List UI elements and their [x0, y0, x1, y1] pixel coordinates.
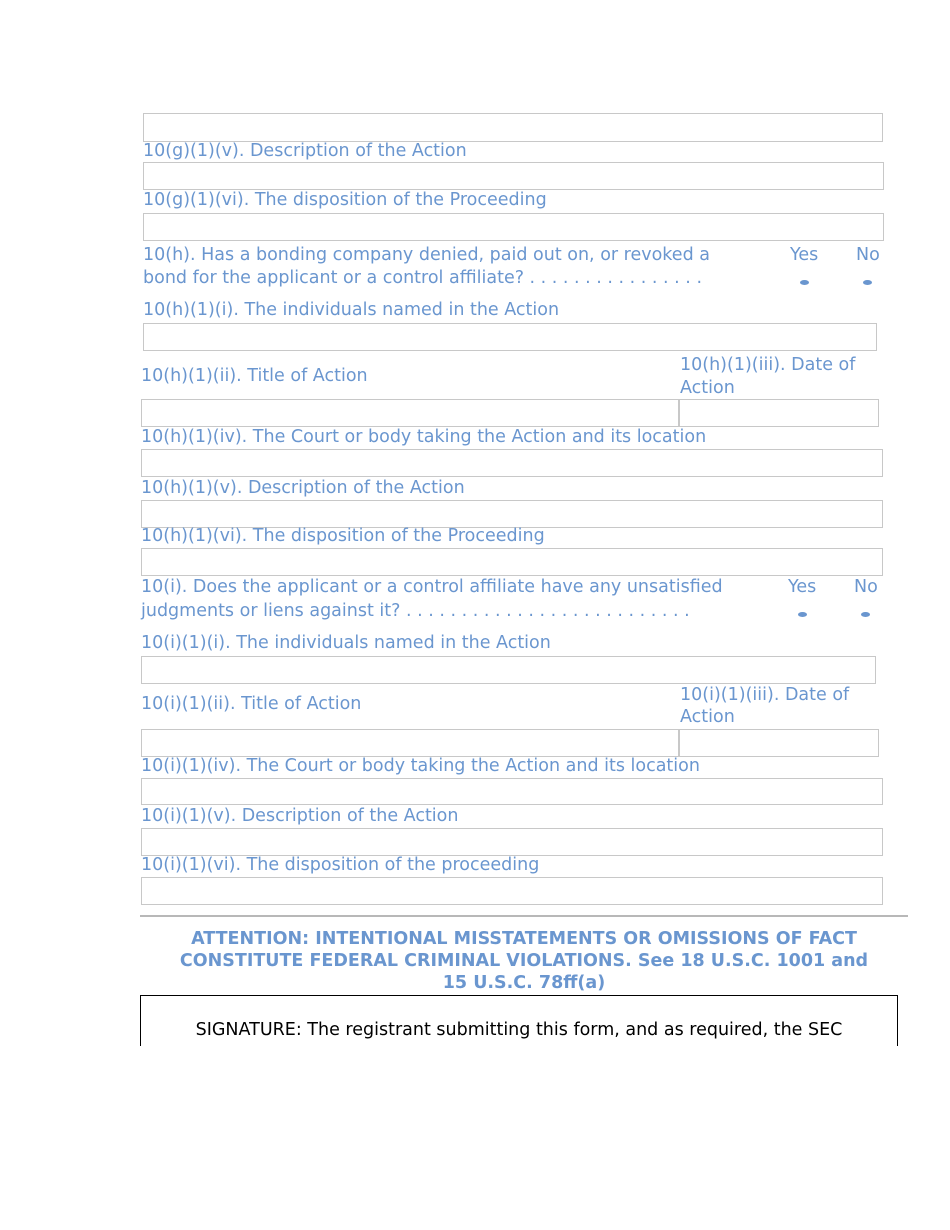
g-iv-field[interactable]	[143, 113, 883, 142]
i-no-radio[interactable]	[861, 612, 870, 617]
h-ii-label: 10(h)(1)(ii). Title of Action	[141, 366, 368, 386]
i-iii-label-line1: 10(i)(1)(iii). Date of	[680, 685, 850, 705]
h-ii-field[interactable]	[141, 399, 679, 427]
h-no-label: No	[856, 245, 880, 265]
i-i-field[interactable]	[141, 656, 876, 684]
h-iv-field[interactable]	[141, 449, 883, 477]
attention-line1: ATTENTION: INTENTIONAL MISSTATEMENTS OR OMISSIONS OF FACT	[191, 929, 857, 949]
h-i-field[interactable]	[143, 323, 877, 351]
h-vi-field[interactable]	[141, 548, 883, 576]
attention-line2: CONSTITUTE FEDERAL CRIMINAL VIOLATIONS. See 18 U.S.C. 1001 and	[179, 951, 869, 971]
h-yes-radio[interactable]	[800, 280, 809, 285]
i-v-label: 10(i)(1)(v). Description of the Action	[141, 806, 459, 826]
i-no-label: No	[854, 577, 878, 597]
i-vi-label: 10(i)(1)(vi). The disposition of the proceeding	[141, 855, 540, 875]
h-question-line2: bond for the applicant or a control affiliate? . . . . . . . . . . . . . . . .	[143, 268, 703, 288]
h-iii-label-line2: Action	[680, 378, 735, 398]
h-yes-label: Yes	[790, 245, 819, 265]
h-iii-field[interactable]	[679, 399, 879, 427]
h-no-radio[interactable]	[863, 280, 872, 285]
i-iv-field[interactable]	[141, 778, 883, 805]
h-iii-label-line1: 10(h)(1)(iii). Date of	[680, 355, 856, 375]
g-v-label: 10(g)(1)(v). Description of the Action	[143, 141, 467, 161]
i-question-line2: judgments or liens against it? . . . . . . . . . . . . . . . . . . . . . . . . . .	[141, 601, 690, 621]
h-v-label: 10(h)(1)(v). Description of the Action	[141, 478, 465, 498]
i-ii-field[interactable]	[141, 729, 679, 757]
g-vi-field[interactable]	[143, 213, 884, 241]
i-ii-label: 10(i)(1)(ii). Title of Action	[141, 694, 362, 714]
g-v-field[interactable]	[143, 162, 884, 190]
i-i-label: 10(i)(1)(i). The individuals named in the Action	[141, 633, 551, 653]
h-i-label: 10(h)(1)(i). The individuals named in the Action	[143, 300, 560, 320]
i-iii-field[interactable]	[679, 729, 879, 757]
i-yes-radio[interactable]	[798, 612, 807, 617]
h-question-line1: 10(h). Has a bonding company denied, paid out on, or revoked a	[143, 245, 710, 265]
g-vi-label: 10(g)(1)(vi). The disposition of the Proceeding	[143, 190, 547, 210]
i-yes-label: Yes	[788, 577, 817, 597]
h-vi-label: 10(h)(1)(vi). The disposition of the Proceeding	[141, 526, 545, 546]
signature-text: SIGNATURE: The registrant submitting this form, and as required, the SEC	[195, 1020, 843, 1040]
attention-notice	[140, 928, 908, 994]
i-v-field[interactable]	[141, 828, 883, 856]
signature-box	[140, 995, 898, 1046]
attention-line3: 15 U.S.C. 78ff(a)	[442, 973, 606, 993]
i-iv-label: 10(i)(1)(iv). The Court or body taking the Action and its location	[141, 756, 700, 776]
i-iii-label-line2: Action	[680, 707, 735, 727]
divider	[140, 915, 908, 917]
i-vi-field[interactable]	[141, 877, 883, 905]
h-iv-label: 10(h)(1)(iv). The Court or body taking the Action and its location	[141, 427, 707, 447]
h-v-field[interactable]	[141, 500, 883, 528]
i-question-line1: 10(i). Does the applicant or a control affiliate have any unsatisfied	[141, 577, 723, 597]
